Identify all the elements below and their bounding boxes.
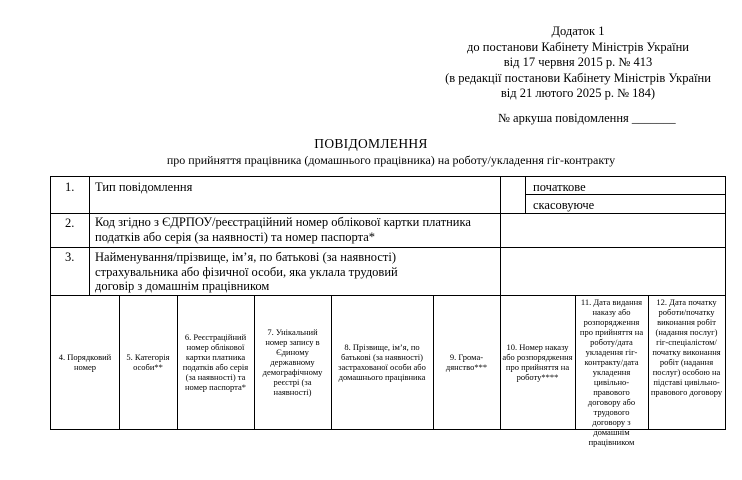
col-header-order-date: 11. Дата видання наказу або розпорядження про прийняття на роботу/дата укладення гіг-контракту/дата укладення цивільно-правового договору або трудового договору з домашнім працівником	[579, 297, 644, 447]
notification-table	[50, 176, 726, 447]
row-2-value[interactable]	[503, 215, 721, 245]
row-1-number: 1.	[65, 180, 75, 194]
col-header-order-number: 10. Номер наказу або розпорядження про прийняття на роботу****	[502, 342, 573, 382]
page-subtitle: про прийняття працівника (домашнього працівника) на роботу/укладення гіг-контракту	[166, 153, 616, 167]
sheet-number[interactable]: № аркуша повідомлення _______	[498, 111, 676, 125]
row-3-value[interactable]	[503, 249, 721, 293]
col-header-demographic-record: 7. Унікальний номер запису в Єдиному державному демографічному реєстрі (за наявності)	[262, 327, 323, 397]
row-2-number: 2.	[65, 216, 75, 230]
row-1-label: Тип повідомлення	[95, 180, 193, 194]
col-header-ordinal: 4. Порядковий номер	[58, 352, 112, 372]
row-2-label: Код згідно з ЄДРПОУ/реєстраційний номер облікової картки платника податків або серія (за наявності) та номер паспорта*	[95, 215, 471, 244]
page-title: ПОВІДОМЛЕННЯ	[314, 136, 428, 151]
header-line-1: до постанови Кабінету Міністрів України	[467, 39, 689, 54]
col-header-start-date: 12. Дата початку роботи/початку виконання робіт (надання послуг) гіг-спеціалістом/початку виконання робіт (надання послуг) особою на підставі цивільно-правового договору	[650, 297, 723, 397]
annex-label: Додаток 1	[551, 24, 605, 38]
col-header-category: 5. Категорія особи**	[126, 352, 170, 372]
header-line-4: від 21 лютого 2025 р. № 184)	[500, 86, 656, 100]
row-3-label: Найменування/прізвище, ім’я, по батькові (за наявності) страхувальника або фізичної особи, яка уклала трудовий договір з домашнім працівником	[95, 250, 398, 293]
option-initial[interactable]: початкове	[533, 180, 586, 194]
col-header-tax-id: 6. Реєстраційний номер облікової картки платника податків або серія (за наявності) та номер паспорта*	[182, 332, 249, 392]
option-cancel[interactable]: скасовуюче	[533, 198, 595, 212]
row-3-number: 3.	[65, 250, 75, 264]
col-header-citizenship: 9. Грома-дянство***	[445, 352, 488, 372]
header-line-3: (в редакції постанови Кабінету Міністрів України	[445, 70, 711, 85]
header-line-2: від 17 червня 2015 р. № 413	[503, 55, 653, 69]
document-header	[420, 24, 736, 102]
col-header-full-name: 8. Прізвище, ім’я, по батькові (за наявності) застрахованої особи або домашнього працівника	[338, 342, 426, 382]
